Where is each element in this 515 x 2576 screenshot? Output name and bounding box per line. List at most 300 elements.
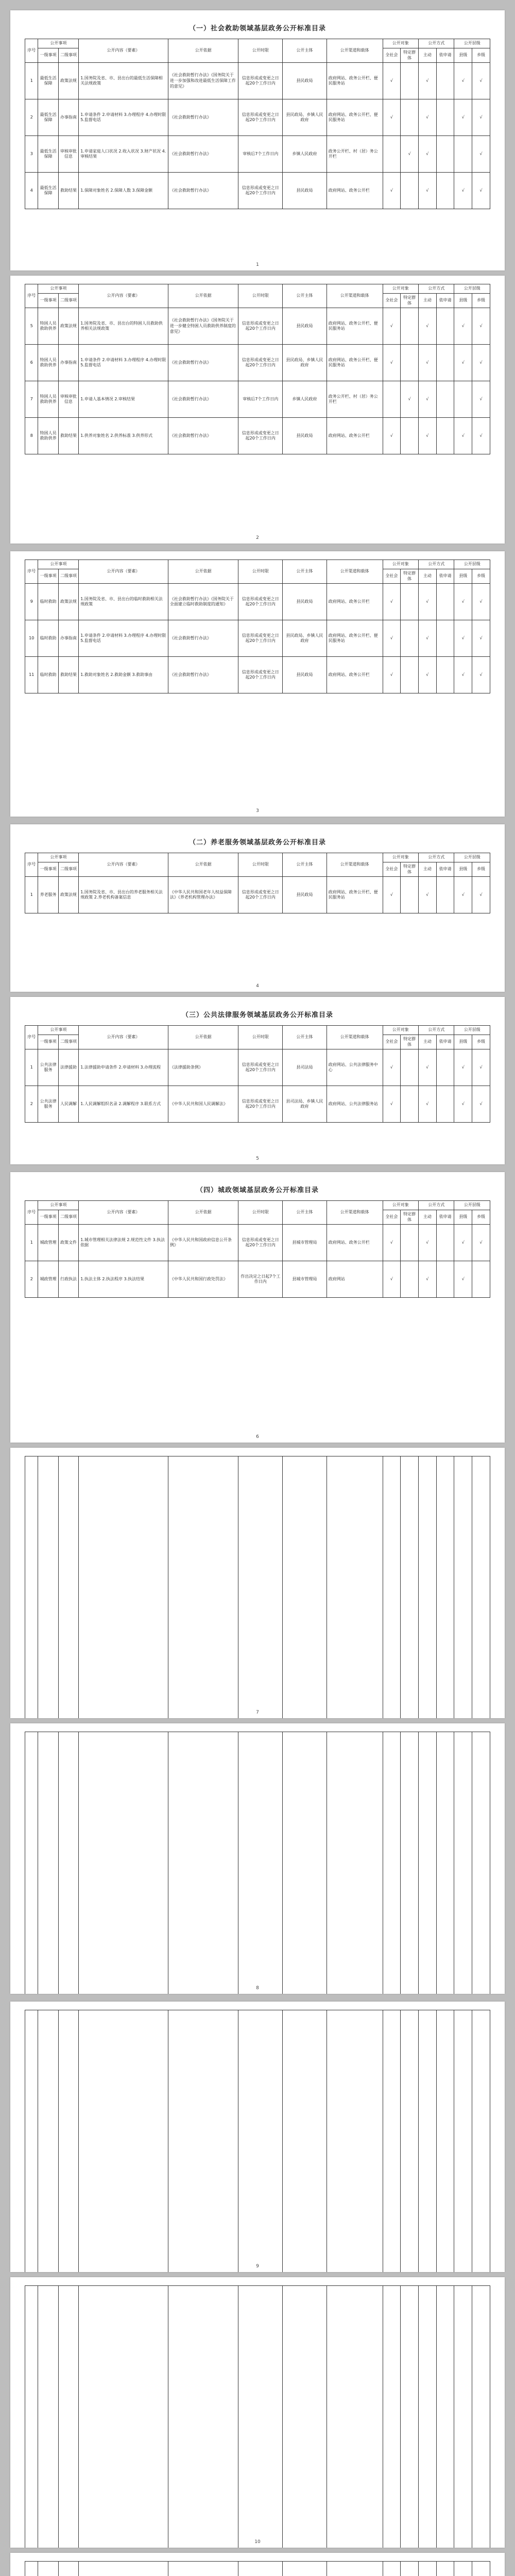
cell-active	[418, 2010, 436, 2273]
column-header-level: 公开层级	[454, 1201, 490, 1210]
cell-all	[383, 2562, 401, 2576]
cell-active: √	[418, 173, 436, 209]
cell-channel: 政府网站、政务公开栏、便民服务站	[327, 308, 383, 345]
column-header-township: 乡级	[472, 569, 490, 584]
column-header-county: 县级	[454, 1035, 472, 1049]
cell-no: 2	[25, 1261, 38, 1298]
catalog-table	[25, 1456, 490, 1718]
cell-channel	[327, 2562, 383, 2576]
cell-active	[418, 1456, 436, 1719]
catalog-table	[25, 1025, 490, 1123]
column-header-item_l1: 一级事项	[38, 293, 58, 308]
column-header-method: 公开方式	[418, 560, 454, 569]
cell-apply	[436, 173, 454, 209]
cell-apply	[436, 877, 454, 913]
column-header-all: 全社会	[383, 48, 401, 63]
column-header-active: 主动	[418, 1210, 436, 1225]
column-header-time: 公开时限	[238, 1201, 283, 1225]
cell-all: √	[383, 1261, 401, 1298]
cell-l2: 政策文件	[58, 1225, 78, 1261]
column-header-channel: 公开渠道和载体	[327, 284, 383, 308]
cell-l1	[38, 1732, 58, 1994]
cell-time: 信息形成或变更之日起20个工作日内	[238, 63, 283, 99]
cell-county	[454, 1732, 472, 1994]
cell-county	[454, 2562, 472, 2576]
column-header-basis: 公开依据	[168, 853, 238, 877]
column-header-subject: 公开主体	[283, 1026, 327, 1049]
column-header-county: 县级	[454, 293, 472, 308]
catalog-table	[25, 1732, 490, 1994]
column-header-no: 序号	[25, 39, 38, 63]
cell-l1: 临时救助	[38, 657, 58, 693]
cell-time: 信息形成或变更之日起20个工作日内	[238, 418, 283, 454]
column-header-all: 全社会	[383, 569, 401, 584]
cell-channel	[327, 2010, 383, 2273]
cell-all: √	[383, 877, 401, 913]
cell-active: √	[418, 1086, 436, 1123]
cell-basis: 《社会救助暂行办法》	[168, 99, 238, 136]
cell-subject	[283, 2286, 327, 2548]
page-number: 6	[256, 1434, 259, 1439]
cell-county	[454, 136, 472, 173]
column-header-all: 全社会	[383, 1210, 401, 1225]
cell-l2: 救助结果	[58, 173, 78, 209]
cell-county: √	[454, 584, 472, 620]
column-header-item_l1: 一级事项	[38, 862, 58, 877]
cell-subject: 县民政局	[283, 63, 327, 99]
cell-l1: 特困人员救助供养	[38, 308, 58, 345]
table-row	[25, 1456, 490, 1719]
cell-basis	[168, 1732, 238, 1994]
cell-l1: 城政管理	[38, 1261, 58, 1298]
cell-channel: 政府网站、政务公开栏、便民服务站	[327, 345, 383, 381]
column-header-obj: 公开对象	[383, 1201, 418, 1210]
cell-apply	[436, 1225, 454, 1261]
cell-township: √	[472, 657, 490, 693]
cell-apply	[436, 1732, 454, 1994]
cell-channel: 政府网站、公共法律服务站	[327, 1086, 383, 1123]
cell-all	[383, 381, 401, 418]
table-row	[25, 308, 490, 345]
column-header-obj: 公开对象	[383, 853, 418, 862]
cell-county: √	[454, 620, 472, 657]
cell-l2: 办事指南	[58, 345, 78, 381]
column-header-apply: 依申请	[436, 293, 454, 308]
document-page	[10, 2002, 505, 2272]
cell-l2: 办事指南	[58, 99, 78, 136]
column-header-no: 序号	[25, 853, 38, 877]
cell-subject: 县民政局	[283, 584, 327, 620]
cell-content: 1.申请条件 2.申请材料 3.办理程序 4.办理时限 5.监督电话	[79, 620, 168, 657]
table-row	[25, 1086, 490, 1123]
cell-active: √	[418, 657, 436, 693]
cell-l2: 行政执法	[58, 1261, 78, 1298]
cell-spec	[401, 1225, 419, 1261]
cell-all: √	[383, 99, 401, 136]
cell-basis: 《社会救助暂行办法》	[168, 173, 238, 209]
cell-time	[238, 1456, 283, 1719]
header-row	[25, 853, 490, 862]
cell-content: 1.执法主体 2.执法程序 3.执法结果	[79, 1261, 168, 1298]
column-header-active: 主动	[418, 293, 436, 308]
cell-county: √	[454, 1086, 472, 1123]
catalog-table	[25, 284, 490, 454]
cell-subject: 县民政局、乡镇人民政府	[283, 99, 327, 136]
cell-all	[383, 1456, 401, 1719]
cell-apply	[436, 2010, 454, 2273]
cell-subject: 县民政局	[283, 877, 327, 913]
document-page	[10, 276, 505, 544]
cell-no: 4	[25, 173, 38, 209]
cell-basis	[168, 2286, 238, 2548]
column-header-spec: 特定群体	[401, 1210, 419, 1225]
cell-l1: 最低生活保障	[38, 99, 58, 136]
column-header-item: 公开事项	[38, 1201, 79, 1210]
cell-time: 信息形成或变更之日起20个工作日内	[238, 1049, 283, 1086]
cell-spec: √	[401, 381, 419, 418]
cell-county: √	[454, 1049, 472, 1086]
cell-no: 11	[25, 657, 38, 693]
cell-active: √	[418, 1225, 436, 1261]
cell-all: √	[383, 1049, 401, 1086]
cell-no	[25, 2010, 38, 2273]
cell-spec	[401, 345, 419, 381]
cell-content: 1.供养对象姓名 2.供养标准 3.供养形式	[79, 418, 168, 454]
cell-no: 10	[25, 620, 38, 657]
cell-basis: 《社会救助暂行办法》	[168, 381, 238, 418]
column-header-time: 公开时限	[238, 853, 283, 877]
table-row	[25, 1732, 490, 1994]
cell-active: √	[418, 63, 436, 99]
cell-township	[472, 1261, 490, 1298]
cell-spec	[401, 63, 419, 99]
column-header-channel: 公开渠道和载体	[327, 1201, 383, 1225]
document-page	[10, 2277, 505, 2548]
cell-l1	[38, 2562, 58, 2576]
cell-no: 1	[25, 1225, 38, 1261]
cell-spec	[401, 308, 419, 345]
cell-township	[472, 1456, 490, 1719]
column-header-time: 公开时限	[238, 560, 283, 584]
cell-township: √	[472, 63, 490, 99]
column-header-county: 县级	[454, 862, 472, 877]
cell-no	[25, 2286, 38, 2548]
document-page	[10, 1723, 505, 1994]
column-header-spec: 特定群体	[401, 862, 419, 877]
column-header-level: 公开层级	[454, 1026, 490, 1035]
catalog-table	[25, 2010, 490, 2272]
column-header-active: 主动	[418, 862, 436, 877]
cell-spec	[401, 620, 419, 657]
cell-content: 1.城市管理相关法律法规 2.规范性文件 3.执法依据	[79, 1225, 168, 1261]
cell-time: 审核后7个工作日内	[238, 136, 283, 173]
column-header-apply: 依申请	[436, 862, 454, 877]
cell-basis: 《中华人民共和国行政处罚法》	[168, 1261, 238, 1298]
section-title: （四）城政领域基层政务公开标准目录	[196, 1187, 319, 1194]
cell-all: √	[383, 173, 401, 209]
cell-township: √	[472, 1086, 490, 1123]
column-header-content: 公开内容（要素）	[79, 284, 168, 308]
table-row	[25, 99, 490, 136]
cell-spec: √	[401, 136, 419, 173]
cell-county: √	[454, 345, 472, 381]
catalog-table	[25, 853, 490, 913]
cell-content: 1.国务院及省、市、县出台的临时救助相关法规政策	[79, 584, 168, 620]
cell-basis: 《社会救助暂行办法》《国务院关于进一步加强和改进最低生活保障工作的意见》	[168, 63, 238, 99]
cell-channel: 政府网站、政务公开栏	[327, 1225, 383, 1261]
cell-l1: 公共法律服务	[38, 1049, 58, 1086]
cell-spec	[401, 1732, 419, 1994]
cell-spec	[401, 173, 419, 209]
section-title: （一）社会救助领域基层政务公开标准目录	[188, 25, 326, 32]
document-page	[10, 1172, 505, 1443]
column-header-apply: 依申请	[436, 1035, 454, 1049]
cell-channel: 政府网站、政务公开栏、便民服务站	[327, 63, 383, 99]
cell-county: √	[454, 63, 472, 99]
column-header-no: 序号	[25, 560, 38, 584]
column-header-item: 公开事项	[38, 853, 79, 862]
cell-basis	[168, 2562, 238, 2576]
cell-apply	[436, 136, 454, 173]
cell-subject: 县司法局	[283, 1049, 327, 1086]
cell-channel: 政府网站、政务公开栏、便民服务站	[327, 620, 383, 657]
cell-content: 1.国务院及省、市、县出台的养老服务相关法规政策 2.养老机构备案信息	[79, 877, 168, 913]
column-header-level: 公开层级	[454, 560, 490, 569]
column-header-basis: 公开依据	[168, 560, 238, 584]
cell-channel: 政府网站、政务公开栏	[327, 418, 383, 454]
cell-active: √	[418, 584, 436, 620]
cell-spec	[401, 1261, 419, 1298]
cell-county	[454, 2010, 472, 2273]
cell-basis: 《社会救助暂行办法》《国务院关于进一步健全特困人员救助供养制度的意见》	[168, 308, 238, 345]
cell-time	[238, 2286, 283, 2548]
cell-apply	[436, 584, 454, 620]
column-header-content: 公开内容（要素）	[79, 1201, 168, 1225]
table-row	[25, 418, 490, 454]
column-header-county: 县级	[454, 569, 472, 584]
column-header-method: 公开方式	[418, 1026, 454, 1035]
column-header-township: 乡级	[472, 862, 490, 877]
cell-l2: 政策法规	[58, 877, 78, 913]
cell-county	[454, 1456, 472, 1719]
cell-township: √	[472, 418, 490, 454]
cell-l2: 人民调解	[58, 1086, 78, 1123]
column-header-no: 序号	[25, 284, 38, 308]
cell-township: √	[472, 308, 490, 345]
column-header-basis: 公开依据	[168, 1201, 238, 1225]
cell-subject: 县民政局、乡镇人民政府	[283, 345, 327, 381]
column-header-basis: 公开依据	[168, 284, 238, 308]
cell-l1: 临时救助	[38, 584, 58, 620]
column-header-all: 全社会	[383, 862, 401, 877]
cell-l2: 法律援助	[58, 1049, 78, 1086]
cell-all: √	[383, 584, 401, 620]
cell-spec	[401, 2010, 419, 2273]
cell-county: √	[454, 1261, 472, 1298]
cell-county: √	[454, 99, 472, 136]
cell-spec	[401, 2286, 419, 2548]
cell-all: √	[383, 345, 401, 381]
cell-apply	[436, 345, 454, 381]
page-number: 10	[254, 2539, 261, 2545]
cell-content: 1.国务院及省、市、县出台的特困人员救助供养相关法规政策	[79, 308, 168, 345]
cell-active: √	[418, 1049, 436, 1086]
column-header-basis: 公开依据	[168, 1026, 238, 1049]
column-header-item_l2: 二级事项	[58, 1035, 78, 1049]
column-header-active: 主动	[418, 569, 436, 584]
table-row	[25, 2562, 490, 2576]
cell-l1: 最低生活保障	[38, 136, 58, 173]
cell-basis: 《社会救助暂行办法》	[168, 136, 238, 173]
column-header-township: 乡级	[472, 1210, 490, 1225]
cell-time: 信息形成或变更之日起20个工作日内	[238, 308, 283, 345]
cell-time: 信息形成或变更之日起20个工作日内	[238, 657, 283, 693]
cell-all: √	[383, 657, 401, 693]
cell-no: 2	[25, 1086, 38, 1123]
cell-apply	[436, 620, 454, 657]
catalog-table	[25, 1200, 490, 1298]
cell-township: √	[472, 620, 490, 657]
cell-all: √	[383, 63, 401, 99]
cell-l1: 城政管理	[38, 1225, 58, 1261]
cell-time: 信息形成或变更之日起20个工作日内	[238, 1225, 283, 1261]
cell-all	[383, 2286, 401, 2548]
column-header-subject: 公开主体	[283, 560, 327, 584]
table-row	[25, 2010, 490, 2273]
table-row	[25, 1049, 490, 1086]
cell-channel: 政府网站	[327, 1261, 383, 1298]
cell-township	[472, 2562, 490, 2576]
cell-county: √	[454, 1225, 472, 1261]
table-row	[25, 657, 490, 693]
cell-apply	[436, 1261, 454, 1298]
cell-l1: 最低生活保障	[38, 63, 58, 99]
cell-no	[25, 1456, 38, 1719]
cell-l1: 特困人员救助供养	[38, 418, 58, 454]
table-row	[25, 173, 490, 209]
cell-no: 2	[25, 99, 38, 136]
page-number: 7	[256, 1710, 259, 1715]
column-header-method: 公开方式	[418, 284, 454, 294]
cell-no	[25, 1732, 38, 1994]
cell-all: √	[383, 620, 401, 657]
cell-active: √	[418, 345, 436, 381]
document-page	[10, 824, 505, 992]
cell-time: 信息形成或变更之日起20个工作日内	[238, 877, 283, 913]
column-header-all: 全社会	[383, 293, 401, 308]
column-header-township: 乡级	[472, 48, 490, 63]
cell-subject: 乡镇人民政府	[283, 381, 327, 418]
column-header-level: 公开层级	[454, 284, 490, 294]
table-row	[25, 345, 490, 381]
cell-channel	[327, 1456, 383, 1719]
cell-active: √	[418, 418, 436, 454]
cell-l2: 政策法规	[58, 308, 78, 345]
cell-active: √	[418, 620, 436, 657]
cell-l1: 养老服务	[38, 877, 58, 913]
cell-county: √	[454, 418, 472, 454]
cell-county: √	[454, 308, 472, 345]
cell-time: 信息形成或变更之日起20个工作日内	[238, 345, 283, 381]
cell-time	[238, 1732, 283, 1994]
cell-spec	[401, 1049, 419, 1086]
cell-apply	[436, 1086, 454, 1123]
cell-township	[472, 1732, 490, 1994]
cell-no: 1	[25, 63, 38, 99]
cell-apply	[436, 657, 454, 693]
column-header-subject: 公开主体	[283, 284, 327, 308]
cell-active: √	[418, 877, 436, 913]
page-number: 5	[256, 1156, 259, 1161]
cell-all	[383, 2010, 401, 2273]
table-row	[25, 584, 490, 620]
cell-spec	[401, 99, 419, 136]
cell-l2: 办事指南	[58, 620, 78, 657]
cell-l1	[38, 1456, 58, 1719]
cell-apply	[436, 99, 454, 136]
cell-basis: 《中华人民共和国人民调解法》	[168, 1086, 238, 1123]
cell-channel: 政府网站、政务公开栏、便民服务站	[327, 877, 383, 913]
table-row	[25, 136, 490, 173]
column-header-item_l2: 二级事项	[58, 569, 78, 584]
cell-apply	[436, 1049, 454, 1086]
header-row	[25, 39, 490, 48]
cell-content	[79, 2286, 168, 2548]
column-header-item_l2: 二级事项	[58, 862, 78, 877]
cell-subject: 县城市管理局	[283, 1261, 327, 1298]
cell-active: √	[418, 136, 436, 173]
cell-channel: 政府网站、政务公开栏	[327, 584, 383, 620]
column-header-content: 公开内容（要素）	[79, 1026, 168, 1049]
column-header-method: 公开方式	[418, 1201, 454, 1210]
column-header-time: 公开时限	[238, 284, 283, 308]
table-row	[25, 1225, 490, 1261]
cell-content: 1.法律援助申请条件 2.申请材料 3.办理流程	[79, 1049, 168, 1086]
column-header-item_l2: 二级事项	[58, 1210, 78, 1225]
cell-no: 9	[25, 584, 38, 620]
cell-apply	[436, 2286, 454, 2548]
cell-no: 6	[25, 345, 38, 381]
cell-township: √	[472, 1049, 490, 1086]
column-header-channel: 公开渠道和载体	[327, 39, 383, 63]
cell-l1: 公共法律服务	[38, 1086, 58, 1123]
column-header-obj: 公开对象	[383, 1026, 418, 1035]
page-number: 2	[256, 535, 259, 540]
table-row	[25, 877, 490, 913]
cell-time: 信息形成或变更之日起20个工作日内	[238, 1086, 283, 1123]
cell-content	[79, 2010, 168, 2273]
cell-content	[79, 1732, 168, 1994]
section-title: （二）养老服务领域基层政务公开标准目录	[188, 839, 326, 846]
column-header-channel: 公开渠道和载体	[327, 853, 383, 877]
cell-no: 5	[25, 308, 38, 345]
cell-channel: 政府网站、政务公开栏	[327, 657, 383, 693]
cell-subject	[283, 2010, 327, 2273]
cell-l2	[58, 2010, 78, 2273]
catalog-table	[25, 39, 490, 209]
cell-basis: 《社会救助暂行办法》	[168, 418, 238, 454]
cell-time: 信息形成或变更之日起20个工作日内	[238, 99, 283, 136]
cell-township: √	[472, 173, 490, 209]
cell-channel	[327, 1732, 383, 1994]
table-row	[25, 381, 490, 418]
cell-no: 1	[25, 1049, 38, 1086]
cell-spec	[401, 584, 419, 620]
cell-l1	[38, 2286, 58, 2548]
cell-township: √	[472, 584, 490, 620]
cell-l1: 临时救助	[38, 620, 58, 657]
cell-l1: 特困人员救助供养	[38, 381, 58, 418]
